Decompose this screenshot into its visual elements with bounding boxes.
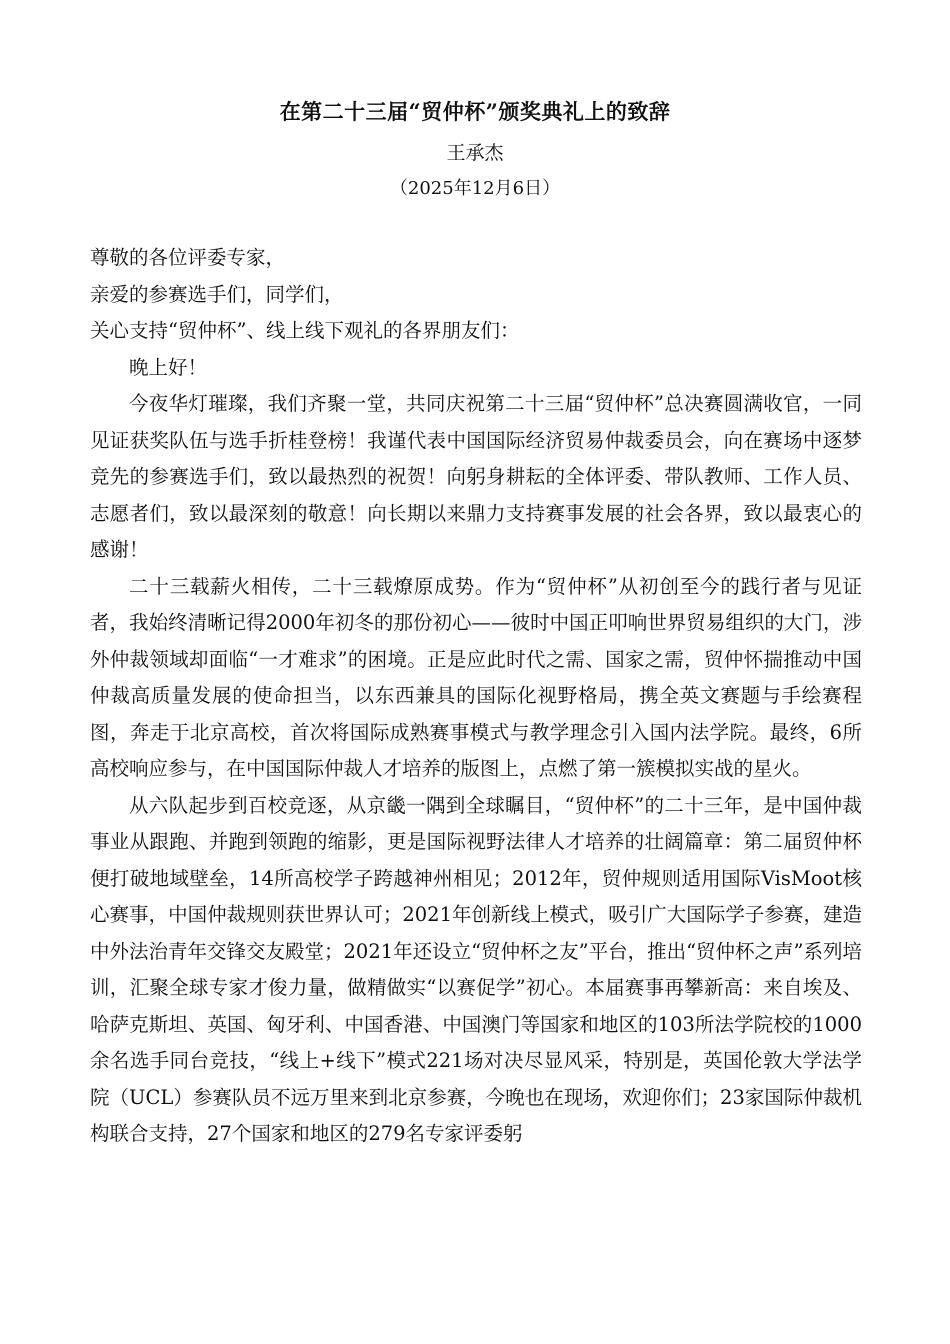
greeting: 晚上好！ bbox=[129, 355, 208, 379]
salutation-line: 亲爱的参赛选手们，同学们， bbox=[90, 282, 344, 306]
document-author: 王承杰 bbox=[446, 142, 504, 164]
salutation-line: 尊敬的各位评委专家， bbox=[90, 246, 286, 269]
paragraph: 二十三载薪火相传，二十三载燎原成势。作为“贸仲杯”从初创至今的践行者与见证者，我始终清晰记得2000年初冬的那份初心——彼时中国正叩响世界贸易组织的大门，涉外仲裁领域却面临“一才难求”的困境。正是应此时代之需、国家之需，贸仲怀揣推动中国仲裁高质量发展的使命担当，以东西兼具的国际化视野格局，携全英文赛题与手绘赛程图，奔走于北京高校，首次将国际成熟赛事模式与教学理念引入国内法学院。最终，6所高校响应参与，在中国国际仲裁人才培养的版图上，点燃了第一簇模拟实战的星火。 bbox=[90, 574, 862, 780]
document-date: （2025年12月6日） bbox=[389, 178, 561, 199]
document-body bbox=[90, 240, 862, 1153]
paragraph: 今夜华灯璀璨，我们齐聚一堂，共同庆祝第二十三届“贸仲杯”总决赛圆满收官，一同见证获奖队伍与选手折桂登榜！我谨代表中国国际经济贸易仲裁委员会，向在赛场中逐梦竞先的参赛选手们，致以最热烈的祝贺！向躬身耕耘的全体评委、带队教师、工作人员、志愿者们，致以最深刻的敬意！向长期以来鼎力支持赛事发展的社会各界，致以最衷心的感谢！ bbox=[90, 392, 862, 561]
document-title: 在第二十三届“贸仲杯”颁奖典礼上的致辞 bbox=[279, 99, 671, 124]
salutation-line: 关心支持“贸仲杯”、线上线下观礼的各界朋友们： bbox=[90, 319, 520, 342]
paragraph: 从六队起步到百校竞逐，从京畿一隅到全球瞩目，“贸仲杯”的二十三年，是中国仲裁事业从跟跑、并跑到领跑的缩影，更是国际视野法律人才培养的壮阔篇章：第二届贸仲杯便打破地域壁垒，14所高校学子跨越神州相见；2012年，贸仲规则适用国际VisMoot核心赛事，中国仲裁规则获世界认可；2021年创新线上模式，吸引广大国际学子参赛，建造中外法治青年交锋交友殿堂；2021年还设立“贸仲杯之友”平台，推出“贸仲杯之声”系列培训，汇聚全球专家才俊力量，做精做实“以赛促学”初心。本届赛事再攀新高：来自埃及、哈萨克斯坦、英国、匈牙利、中国香港、中国澳门等国家和地区的103所法学院校的1000余名选手同台竞技，“线上+线下”模式221场对决尽显风采，特别是，英国伦敦大学法学院（UCL）参赛队员不远万里来到北京参赛，今晚也在现场，欢迎你们；23家国际仲裁机构联合支持，27个国家和地区的279名专家评委躬 bbox=[90, 793, 863, 1145]
